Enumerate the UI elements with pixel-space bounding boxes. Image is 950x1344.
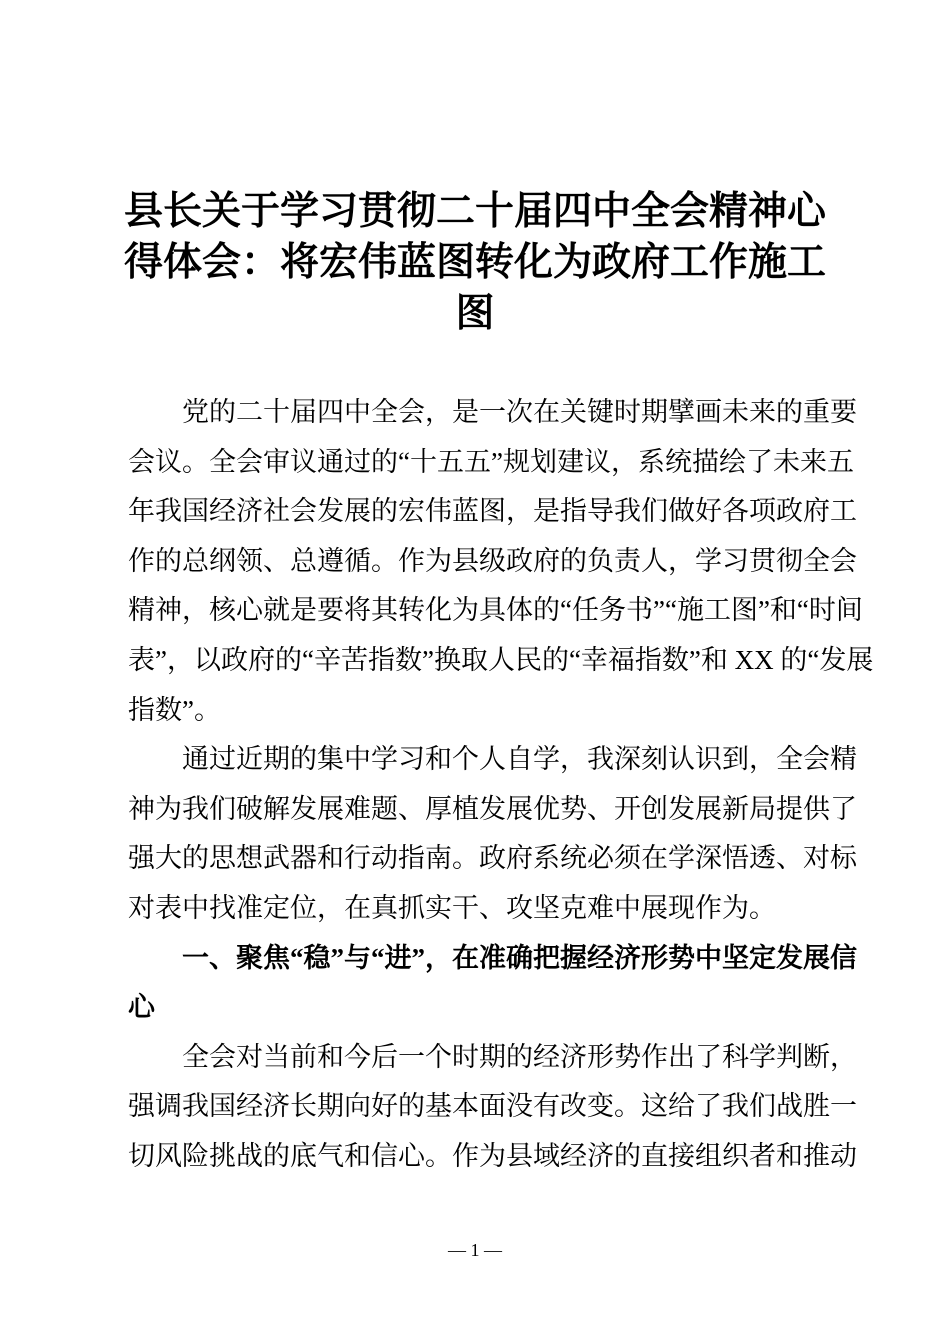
- text-line: 强调我国经济长期向好的基本面没有改变。这给了我们战胜一: [128, 1091, 857, 1122]
- title-line: 图: [455, 292, 495, 335]
- paragraph: [128, 735, 857, 933]
- text-line: 通过近期的集中学习和个人自学，我深刻认识到，全会精: [182, 744, 857, 775]
- paragraph: [128, 388, 874, 735]
- text-line: 对表中找准定位，在真抓实干、攻坚克难中展现作为。: [128, 892, 776, 923]
- text-line: 切风险挑战的底气和信心。作为县域经济的直接组织者和推动: [128, 1140, 857, 1171]
- text-line: 神为我们破解发展难题、厚植发展优势、开创发展新局提供了: [128, 793, 857, 824]
- text-line: 表”，以政府的“辛苦指数”换取人民的“幸福指数”和 XX 的“发展: [128, 644, 874, 675]
- title-line: 得体会：将宏伟蓝图转化为政府工作施工: [123, 241, 826, 284]
- text-line: 党的二十届四中全会，是一次在关键时期擘画未来的重要: [182, 397, 857, 427]
- text-line: 会议。全会审议通过的“十五五”规划建议，系统描绘了未来五: [128, 446, 854, 477]
- text-line: 全会对当前和今后一个时期的经济形势作出了科学判断，: [182, 1041, 857, 1072]
- page-number: — 1 —: [448, 1240, 502, 1260]
- text-line: 指数”。: [128, 694, 221, 725]
- text-line: 心: [128, 992, 155, 1023]
- document-title: [120, 186, 830, 339]
- text-line: 作的总纲领、总遵循。作为县级政府的负责人，学习贯彻全会: [128, 545, 857, 576]
- text-line: 精神，核心就是要将其转化为具体的“任务书”“施工图”和“时间: [128, 595, 863, 626]
- text-line: 强大的思想武器和行动指南。政府系统必须在学深悟透、对标: [128, 843, 857, 874]
- text-line: 年我国经济社会发展的宏伟蓝图，是指导我们做好各项政府工: [128, 496, 857, 527]
- section-heading: [128, 934, 857, 1033]
- paragraph: [128, 1033, 857, 1182]
- title-line: 县长关于学习贯彻二十届四中全会精神心: [123, 190, 826, 233]
- text-line: 一、聚焦“稳”与“进”，在准确把握经济形势中坚定发展信: [182, 942, 857, 973]
- document-body: [128, 388, 874, 1182]
